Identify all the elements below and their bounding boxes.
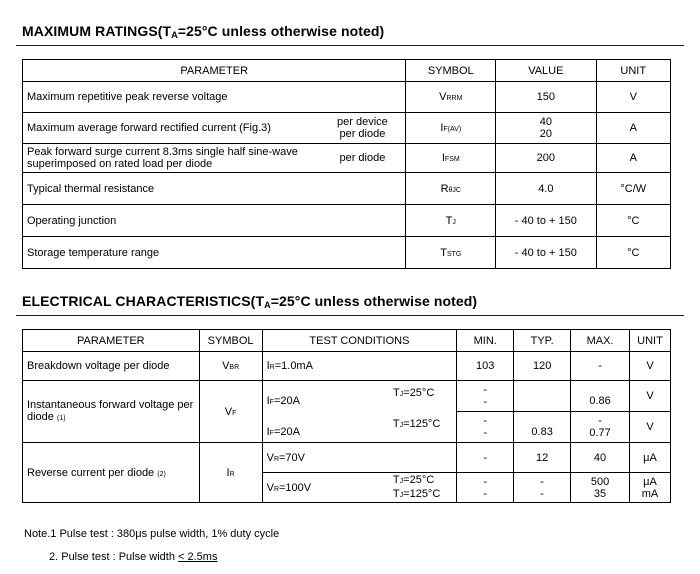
unit-cell: A	[596, 113, 670, 144]
unit-cell: V	[630, 412, 671, 443]
header-symbol: SYMBOL	[406, 60, 496, 82]
max-cell: 40	[571, 443, 630, 473]
min-cell: - -	[457, 473, 514, 503]
table-row	[23, 237, 671, 269]
typ-cell: 12	[514, 443, 571, 473]
unit-cell: μA mA	[630, 473, 671, 503]
value-cell: - 40 to + 150	[496, 205, 596, 237]
symbol-cell: IR	[199, 443, 262, 503]
header-min: MIN.	[457, 330, 514, 352]
param-cell: Storage temperature range	[23, 237, 406, 269]
symbol-cell: IF(AV)	[406, 113, 496, 144]
note-2: 2. Pulse test : Pulse width < 2.5ms	[49, 551, 218, 563]
unit-cell: V	[630, 381, 671, 412]
param-cell: Peak forward surge current 8.3ms single half sine-wave superimposed on rated load per diode per diode	[23, 144, 406, 173]
table-row	[23, 205, 671, 237]
note-1: Note.1 Pulse test : 380μs pulse width, 1% duty cycle	[24, 528, 280, 540]
param-cell: Maximum average forward rectified current (Fig.3) per device per diode	[23, 113, 406, 144]
value-cell: 150	[496, 82, 596, 113]
symbol-cell: VF	[199, 381, 262, 443]
max-cell: -	[571, 352, 630, 381]
param-cell: Maximum repetitive peak reverse voltage	[23, 82, 406, 113]
value-cell: 40 20	[496, 113, 596, 144]
table-row	[23, 173, 671, 205]
header-value: VALUE	[496, 60, 596, 82]
symbol-cell: RθJC	[406, 173, 496, 205]
unit-cell: V	[630, 352, 671, 381]
header-unit: UNIT	[630, 330, 671, 352]
max-ratings-title: MAXIMUM $RATINGS(T_A=25^\circ C$ unless otherwise noted)	[22, 23, 385, 40]
header-symbol: SYMBOL	[199, 330, 262, 352]
symbol-cell: TSTG	[406, 237, 496, 269]
param-cell: Instantaneous forward voltage per diode (1)	[23, 381, 200, 443]
symbol-cell: IFSM	[406, 144, 496, 173]
unit-cell: °C	[596, 237, 670, 269]
symbol-cell: VRRM	[406, 82, 496, 113]
typ-cell: 0.83	[514, 412, 571, 443]
value-cell: 4.0	[496, 173, 596, 205]
min-cell: 103	[457, 352, 514, 381]
electrical-table	[22, 329, 671, 503]
table-row	[23, 113, 671, 144]
value-cell: - 40 to + 150	[496, 237, 596, 269]
header-parameter: PARAMETER	[23, 330, 200, 352]
min-cell: -	[457, 443, 514, 473]
max-ratings-table	[22, 59, 671, 269]
section-divider	[16, 45, 684, 46]
param-cell: Typical thermal resistance	[23, 173, 406, 205]
min-cell: - -	[457, 381, 514, 412]
unit-cell: V	[596, 82, 670, 113]
symbol-cell: TJ	[406, 205, 496, 237]
param-cell: Operating junction	[23, 205, 406, 237]
table-row	[23, 144, 671, 173]
unit-cell: °C/W	[596, 173, 670, 205]
table-header-row	[23, 330, 671, 352]
max-cell: 500 35	[571, 473, 630, 503]
table-row	[23, 443, 671, 473]
typ-cell: - -	[514, 473, 571, 503]
test-condition-cell: IR=1.0mA	[262, 352, 457, 381]
test-condition-cell: VR=100V TJ=25°C TJ=125°C	[262, 473, 457, 503]
symbol-cell: VBR	[199, 352, 262, 381]
unit-cell: μA	[630, 443, 671, 473]
table-row	[23, 381, 671, 412]
typ-cell: 120	[514, 352, 571, 381]
header-unit: UNIT	[596, 60, 670, 82]
header-typ: TYP.	[514, 330, 571, 352]
table-header-row	[23, 60, 671, 82]
test-condition-cell: IF=20A TJ=125°C	[262, 412, 457, 443]
max-cell: 0.86	[571, 381, 630, 412]
value-cell: 200	[496, 144, 596, 173]
typ-cell	[514, 381, 571, 412]
section-divider	[16, 315, 684, 316]
table-row	[23, 352, 671, 381]
min-cell: - -	[457, 412, 514, 443]
table-row	[23, 82, 671, 113]
header-parameter: PARAMETER	[23, 60, 406, 82]
param-cell: Reverse current per diode (2)	[23, 443, 200, 503]
param-cell: Breakdown voltage per diode	[23, 352, 200, 381]
unit-cell: °C	[596, 205, 670, 237]
test-condition-cell: IF=20A TJ=25°C	[262, 381, 457, 412]
test-condition-cell: VR=70V	[262, 443, 457, 473]
max-cell: - 0.77	[571, 412, 630, 443]
electrical-title: ELECTRICAL $CHARACTERISTICS(T_A=25^\circ C$ unless otherwise noted)	[22, 293, 478, 310]
header-test-conditions: TEST CONDITIONS	[262, 330, 457, 352]
header-max: MAX.	[571, 330, 630, 352]
unit-cell: A	[596, 144, 670, 173]
